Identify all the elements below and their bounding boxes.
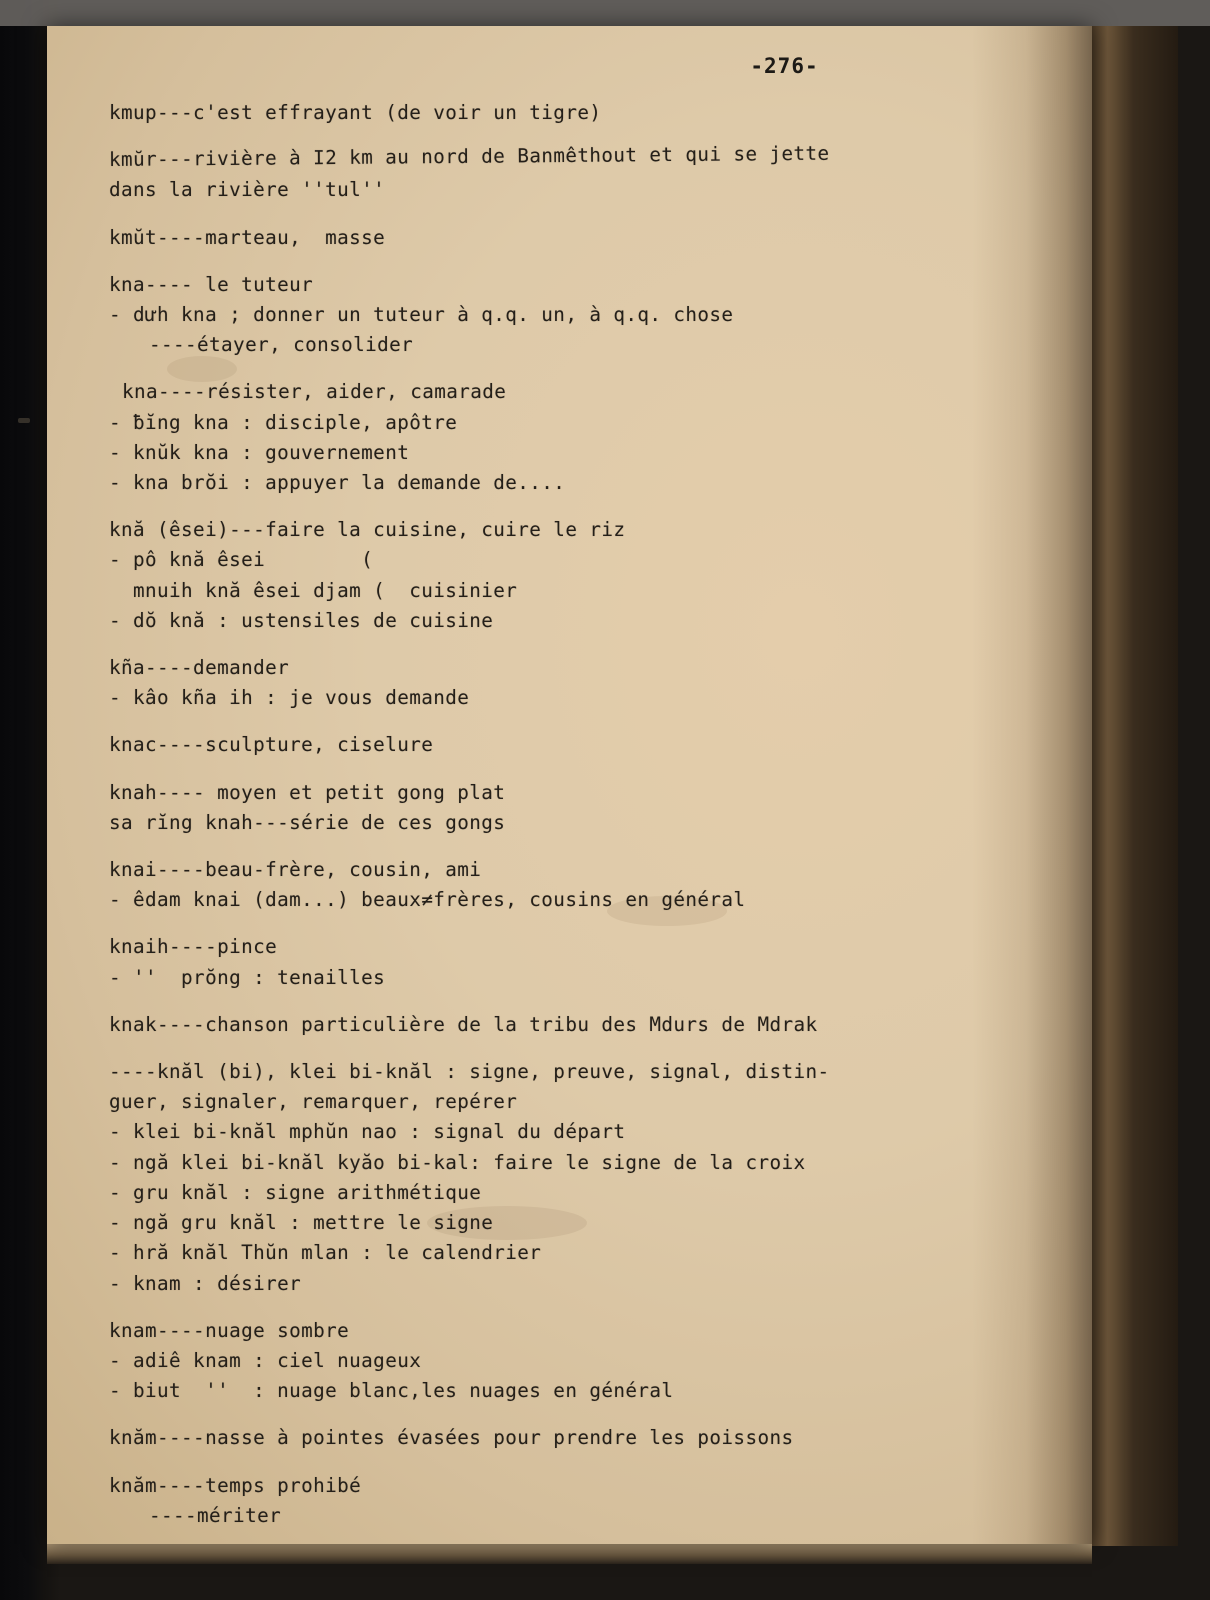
entry-line: sa rĭng knah---série de ces gongs (109, 810, 506, 834)
dictionary-entry (109, 730, 1039, 760)
dictionary-entry (109, 223, 1039, 253)
entry-line: kña----demander (109, 656, 290, 680)
entry-line: knaih----pince (109, 935, 278, 959)
entry-line: - ngă gru knăl : mettre le signe (109, 1211, 494, 1235)
dictionary-entry (109, 1057, 1039, 1299)
entry-line: ----knăl (bi), klei bi-knăl : signe, preuve, signal, distin- (109, 1060, 830, 1084)
entry-line: knai----beau-frère, cousin, ami (109, 858, 482, 882)
page-sheet (47, 26, 1092, 1544)
entry-line: - hră knăl Thŭn mlan : le calendrier (109, 1241, 542, 1265)
page-number: -276- (750, 54, 819, 78)
entry-line: knah---- moyen et petit gong plat (109, 780, 506, 804)
entry-line: - '' prŏng : tenailles (109, 965, 386, 989)
dictionary-entry (109, 98, 1039, 128)
entry-line: dans la rivière ''tul'' (109, 178, 386, 202)
entry-line: - klei bi-knăl mphŭn nao : signal du départ (109, 1120, 626, 1144)
dictionary-entry (109, 377, 1039, 498)
entry-line: knăm----nasse à pointes évasées pour prendre les poissons (109, 1426, 794, 1450)
entry-line: knă (êsei)---faire la cuisine, cuire le riz (109, 518, 626, 542)
entry-line: - adiê knam : ciel nuageux (109, 1348, 422, 1372)
dictionary-entry (109, 1423, 1039, 1453)
entry-line: - êdam knai (dam...) beaux≠frères, cousins en général (109, 888, 746, 912)
dictionary-entry (109, 1471, 1039, 1531)
entry-line: - ƀĭng kna : disciple, apôtre (109, 410, 458, 434)
entry-line: - biut '' : nuage blanc,les nuages en général (109, 1379, 674, 1403)
entry-line: - dưh kna ; donner un tuteur à q.q. un, à q.q. chose (109, 303, 734, 327)
entry-line: kna---- le tuteur (109, 272, 314, 296)
entry-line: - pô knă êsei ( (109, 548, 374, 572)
entry-line: knac----sculpture, ciselure (109, 733, 434, 757)
entry-line: ----mériter (149, 1503, 282, 1527)
entry-line: knak----chanson particulière de la tribu des Mdurs de Mdrak (109, 1012, 818, 1036)
entry-line: - gru knăl : signe arithmétique (109, 1180, 482, 1204)
margin-mark (18, 418, 30, 423)
entry-line: - knŭk kna : gouvernement (109, 440, 410, 464)
entry-line: kmup---c'est effrayant (de voir un tigre) (109, 101, 602, 124)
entry-line: ----étayer, consolider (149, 333, 414, 357)
dictionary-entry (109, 855, 1039, 915)
entry-line: guer, signaler, remarquer, repérer (109, 1090, 518, 1114)
entry-line: knăm----temps prohibé (109, 1473, 362, 1497)
entry-line: mnuih knă êsei djam ( cuisinier (109, 578, 518, 602)
entry-line: kmŭt----marteau, masse (109, 225, 386, 249)
dictionary-entry (109, 932, 1039, 992)
typed-text-body (109, 98, 1039, 1548)
dictionary-entry (109, 270, 1039, 361)
entry-line: knam----nuage sombre (109, 1318, 350, 1342)
dictionary-entry (109, 1316, 1039, 1407)
entry-line: - ngă klei bi-knăl kyăo bi-kal: faire le signe de la croix (109, 1150, 806, 1174)
dictionary-entry (109, 653, 1039, 713)
desk-edge (0, 0, 1210, 26)
dictionary-entry (109, 1010, 1039, 1040)
entry-line: kna----résister, aider, camarade (122, 380, 507, 404)
entry-line: - knam : désirer (109, 1271, 302, 1295)
entry-line: - dŏ knă : ustensiles de cuisine (109, 608, 494, 632)
dictionary-entry (109, 778, 1039, 838)
dictionary-entry (108, 141, 1039, 205)
entry-line: - kâo kña ih : je vous demande (109, 686, 470, 710)
book-binding-edge (1092, 26, 1178, 1546)
entry-line: kmŭr---rivière à I2 km au nord de Banmêthout et qui se jette (108, 141, 830, 172)
entry-line: - kna brŏi : appuyer la demande de.... (109, 471, 566, 495)
dictionary-entry (109, 515, 1039, 636)
